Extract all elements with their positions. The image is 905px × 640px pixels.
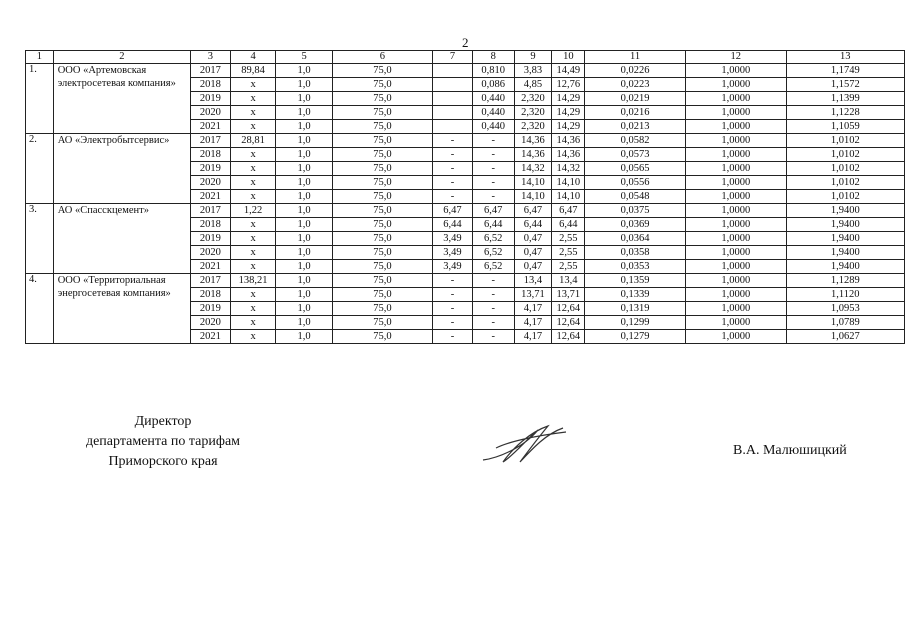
table-row <box>26 134 905 148</box>
table-cell: 2020 <box>191 176 231 190</box>
table-cell: 2020 <box>191 246 231 260</box>
table-cell: 6,47 <box>552 204 585 218</box>
table-cell: 14,29 <box>552 92 585 106</box>
table-cell: 2017 <box>191 64 231 78</box>
table-cell: 1,0 <box>276 106 332 120</box>
table-cell: 1,0000 <box>685 246 786 260</box>
table-cell: 1,0 <box>276 218 332 232</box>
table-cell: 75,0 <box>332 218 432 232</box>
table-cell: - <box>433 316 473 330</box>
table-cell: 75,0 <box>332 260 432 274</box>
table-cell: 1,0 <box>276 92 332 106</box>
table-cell: 1,1399 <box>786 92 904 106</box>
table-cell: - <box>433 302 473 316</box>
table-cell: 0,0358 <box>585 246 686 260</box>
table-cell: 14,36 <box>514 148 552 162</box>
table-cell: 1,0000 <box>685 120 786 134</box>
table-cell: 1,0000 <box>685 330 786 344</box>
table-cell: - <box>472 162 514 176</box>
table-cell: 1,0627 <box>786 330 904 344</box>
table-cell: x <box>230 218 276 232</box>
table-cell: 1,0000 <box>685 316 786 330</box>
table-cell <box>433 92 473 106</box>
table-cell: 1,0000 <box>685 148 786 162</box>
table-cell: 6,44 <box>552 218 585 232</box>
table-cell: - <box>472 190 514 204</box>
table-cell: 6,47 <box>433 204 473 218</box>
table-cell: x <box>230 92 276 106</box>
table-cell: 1,0 <box>276 204 332 218</box>
table-cell: - <box>472 274 514 288</box>
table-cell: 0,440 <box>472 120 514 134</box>
table-cell: 1,0102 <box>786 134 904 148</box>
table-row <box>26 274 905 288</box>
row-number: 4. <box>26 274 54 344</box>
table-cell: 0,0216 <box>585 106 686 120</box>
table-cell: 2017 <box>191 134 231 148</box>
table-cell: 14,36 <box>552 148 585 162</box>
table-cell: 0,1359 <box>585 274 686 288</box>
table-cell: x <box>230 176 276 190</box>
table-cell: 2019 <box>191 302 231 316</box>
table-cell: 1,0000 <box>685 260 786 274</box>
table-cell: x <box>230 288 276 302</box>
table-cell: 1,0 <box>276 330 332 344</box>
row-number: 1. <box>26 64 54 134</box>
signatory-department: департамента по тарифам <box>85 434 241 449</box>
table-cell: 4,17 <box>514 330 552 344</box>
table-cell: 0,0548 <box>585 190 686 204</box>
table-cell: 0,1339 <box>585 288 686 302</box>
table-cell: 1,9400 <box>786 260 904 274</box>
table-cell: 14,49 <box>552 64 585 78</box>
table-cell: 89,84 <box>230 64 276 78</box>
table-cell: 0,440 <box>472 106 514 120</box>
table-cell: 3,49 <box>433 246 473 260</box>
table-cell: - <box>472 316 514 330</box>
column-header: 6 <box>332 51 432 64</box>
table-cell: 12,76 <box>552 78 585 92</box>
table-cell: 1,1572 <box>786 78 904 92</box>
table-cell: 1,0 <box>276 302 332 316</box>
table-cell: - <box>472 288 514 302</box>
table-cell: 12,64 <box>552 330 585 344</box>
table-cell: 1,0102 <box>786 162 904 176</box>
table-cell: 0,0364 <box>585 232 686 246</box>
table-cell: 2020 <box>191 106 231 120</box>
table-cell: 1,22 <box>230 204 276 218</box>
table-cell: 1,0 <box>276 288 332 302</box>
table-cell: 2017 <box>191 274 231 288</box>
table-cell: 1,0 <box>276 260 332 274</box>
table-cell <box>433 120 473 134</box>
table-cell: 0,47 <box>514 246 552 260</box>
table-cell: x <box>230 330 276 344</box>
table-cell: 0,810 <box>472 64 514 78</box>
column-header: 8 <box>472 51 514 64</box>
organization-name: АО «Спасскцемент» <box>53 204 190 274</box>
table-cell: 75,0 <box>332 330 432 344</box>
table-cell: 0,0375 <box>585 204 686 218</box>
table-cell: 1,9400 <box>786 246 904 260</box>
table-cell: 14,10 <box>514 176 552 190</box>
table-cell: 0,0226 <box>585 64 686 78</box>
table-row <box>26 204 905 218</box>
table-cell: 2,55 <box>552 260 585 274</box>
table-cell: 75,0 <box>332 134 432 148</box>
table-cell: - <box>433 162 473 176</box>
table-cell: 1,0000 <box>685 78 786 92</box>
table-cell: 75,0 <box>332 246 432 260</box>
table-cell: 1,0 <box>276 274 332 288</box>
row-number: 3. <box>26 204 54 274</box>
table-cell: 13,4 <box>514 274 552 288</box>
column-header: 5 <box>276 51 332 64</box>
table-cell <box>433 78 473 92</box>
table-cell: - <box>433 330 473 344</box>
table-cell: 1,0 <box>276 232 332 246</box>
table-cell: - <box>472 148 514 162</box>
table-cell: 2,55 <box>552 246 585 260</box>
table-cell: 14,10 <box>552 190 585 204</box>
table-cell: 2021 <box>191 120 231 134</box>
table-cell <box>433 106 473 120</box>
table-cell: 6,44 <box>472 218 514 232</box>
table-cell: 0,0582 <box>585 134 686 148</box>
table-cell: 1,0000 <box>685 288 786 302</box>
table-cell: 13,4 <box>552 274 585 288</box>
column-header: 4 <box>230 51 276 64</box>
table-cell: 0,0369 <box>585 218 686 232</box>
table-cell: 1,0789 <box>786 316 904 330</box>
table-cell: 1,0000 <box>685 190 786 204</box>
table-cell: 75,0 <box>332 148 432 162</box>
table-cell: - <box>433 134 473 148</box>
table-cell: 14,29 <box>552 120 585 134</box>
table-cell: 75,0 <box>332 288 432 302</box>
table-cell: x <box>230 106 276 120</box>
column-header: 12 <box>685 51 786 64</box>
table-cell: 6,44 <box>514 218 552 232</box>
table-cell: 1,0000 <box>685 92 786 106</box>
table-cell: 1,0 <box>276 246 332 260</box>
table-cell: 14,29 <box>552 106 585 120</box>
table-cell: 6,52 <box>472 246 514 260</box>
table-cell: - <box>433 190 473 204</box>
table-cell: 1,0000 <box>685 176 786 190</box>
table-cell: x <box>230 190 276 204</box>
table-cell: 2019 <box>191 92 231 106</box>
table-cell: 14,36 <box>514 134 552 148</box>
column-header: 3 <box>191 51 231 64</box>
table-cell: 75,0 <box>332 78 432 92</box>
table-cell: 75,0 <box>332 232 432 246</box>
table-cell: 3,49 <box>433 260 473 274</box>
table-cell: 28,81 <box>230 134 276 148</box>
table-cell: 0,1319 <box>585 302 686 316</box>
table-cell: 1,0 <box>276 120 332 134</box>
table-cell: 1,9400 <box>786 204 904 218</box>
table-cell: 75,0 <box>332 204 432 218</box>
table-cell: 13,71 <box>514 288 552 302</box>
table-cell: 2018 <box>191 78 231 92</box>
table-cell: 14,10 <box>552 176 585 190</box>
table-cell: 75,0 <box>332 302 432 316</box>
table-cell: 75,0 <box>332 120 432 134</box>
table-cell: - <box>472 176 514 190</box>
table-cell: 14,36 <box>552 134 585 148</box>
table-cell: 0,086 <box>472 78 514 92</box>
table-cell: 1,0000 <box>685 218 786 232</box>
table-cell: 1,1120 <box>786 288 904 302</box>
table-cell: 0,0223 <box>585 78 686 92</box>
row-number: 2. <box>26 134 54 204</box>
table-cell: x <box>230 246 276 260</box>
table-cell: 0,0353 <box>585 260 686 274</box>
handwritten-signature <box>478 418 573 468</box>
table-cell: 1,0102 <box>786 190 904 204</box>
signatory-region: Приморского края <box>108 454 218 469</box>
table-cell: 12,64 <box>552 302 585 316</box>
table-cell: 1,9400 <box>786 232 904 246</box>
table-cell: 75,0 <box>332 162 432 176</box>
table-cell: 75,0 <box>332 274 432 288</box>
table-cell: - <box>472 330 514 344</box>
table-cell: 1,0000 <box>685 232 786 246</box>
organization-name: ООО «Территориальная энергосетевая компания» <box>53 274 190 344</box>
table-cell: 1,0000 <box>685 274 786 288</box>
table-cell: 4,17 <box>514 316 552 330</box>
table-cell: 1,0000 <box>685 64 786 78</box>
table-cell: x <box>230 316 276 330</box>
table-cell: - <box>433 148 473 162</box>
table-cell: 0,47 <box>514 232 552 246</box>
tariff-table <box>25 50 905 344</box>
table-cell: 6,52 <box>472 260 514 274</box>
table-row <box>26 64 905 78</box>
table-cell: 1,0000 <box>685 204 786 218</box>
table-cell: x <box>230 78 276 92</box>
table-cell: 1,0000 <box>685 162 786 176</box>
organization-name: ООО «Артемовская электросетевая компания» <box>53 64 190 134</box>
table-cell: 2021 <box>191 330 231 344</box>
table-cell: 14,32 <box>552 162 585 176</box>
table-cell: 75,0 <box>332 176 432 190</box>
table-cell: 1,0 <box>276 78 332 92</box>
table-cell: 14,32 <box>514 162 552 176</box>
table-cell: 0,1299 <box>585 316 686 330</box>
table-cell: 1,0 <box>276 190 332 204</box>
table-cell: - <box>433 176 473 190</box>
table-cell: 1,0953 <box>786 302 904 316</box>
table-cell: 2,320 <box>514 120 552 134</box>
table-cell: 1,0000 <box>685 134 786 148</box>
table-cell: 2018 <box>191 218 231 232</box>
table-cell: 2020 <box>191 316 231 330</box>
table-cell: 2021 <box>191 190 231 204</box>
table-cell: 1,0000 <box>685 302 786 316</box>
table-cell: - <box>433 288 473 302</box>
table-cell: 2,55 <box>552 232 585 246</box>
column-header: 13 <box>786 51 904 64</box>
table-cell: x <box>230 260 276 274</box>
table-cell: 1,0 <box>276 316 332 330</box>
table-cell: 4,17 <box>514 302 552 316</box>
table-cell: 6,52 <box>472 232 514 246</box>
table-cell: 1,0 <box>276 148 332 162</box>
table-cell: x <box>230 162 276 176</box>
table-cell: 6,44 <box>433 218 473 232</box>
table-cell: 2,320 <box>514 106 552 120</box>
table-cell: 75,0 <box>332 64 432 78</box>
table-cell: 1,9400 <box>786 218 904 232</box>
table-cell: 6,47 <box>472 204 514 218</box>
table-cell: 1,1228 <box>786 106 904 120</box>
table-cell: 1,1289 <box>786 274 904 288</box>
table-cell: 1,0000 <box>685 106 786 120</box>
table-cell: 2018 <box>191 148 231 162</box>
table-cell: 0,0565 <box>585 162 686 176</box>
table-cell: 75,0 <box>332 106 432 120</box>
table-cell: 1,0102 <box>786 148 904 162</box>
column-header: 9 <box>514 51 552 64</box>
column-header: 2 <box>53 51 190 64</box>
table-cell: 0,1279 <box>585 330 686 344</box>
signatory-name: В.А. Малюшицкий <box>733 443 847 458</box>
table-cell: 3,83 <box>514 64 552 78</box>
table-cell: x <box>230 148 276 162</box>
table-cell: 75,0 <box>332 316 432 330</box>
column-header: 11 <box>585 51 686 64</box>
table-cell: 0,440 <box>472 92 514 106</box>
page-number: 2 <box>462 35 469 50</box>
table-cell: 1,0 <box>276 162 332 176</box>
table-cell: 12,64 <box>552 316 585 330</box>
table-cell: 1,0 <box>276 176 332 190</box>
table-cell: 3,49 <box>433 232 473 246</box>
table-header-row <box>26 51 905 64</box>
table-cell: 1,0 <box>276 64 332 78</box>
table-cell <box>433 64 473 78</box>
table-cell: - <box>472 302 514 316</box>
table-cell: 0,0573 <box>585 148 686 162</box>
tariff-table-wrapper <box>25 50 905 344</box>
column-header: 1 <box>26 51 54 64</box>
table-cell: x <box>230 232 276 246</box>
signatory-title: Директор <box>134 414 192 429</box>
table-cell: - <box>433 274 473 288</box>
table-cell: 2021 <box>191 260 231 274</box>
table-cell: 4,85 <box>514 78 552 92</box>
table-cell: 138,21 <box>230 274 276 288</box>
table-cell: 2,320 <box>514 92 552 106</box>
table-cell: - <box>472 134 514 148</box>
table-cell: 6,47 <box>514 204 552 218</box>
column-header: 7 <box>433 51 473 64</box>
table-cell: 0,47 <box>514 260 552 274</box>
table-cell: 75,0 <box>332 190 432 204</box>
organization-name: АО «Электробытсервис» <box>53 134 190 204</box>
table-cell: 75,0 <box>332 92 432 106</box>
table-cell: 0,0213 <box>585 120 686 134</box>
signatory-position <box>78 412 248 472</box>
table-cell: 1,1059 <box>786 120 904 134</box>
table-cell: 2018 <box>191 288 231 302</box>
table-cell: 2019 <box>191 232 231 246</box>
table-cell: x <box>230 302 276 316</box>
table-cell: 2017 <box>191 204 231 218</box>
column-header: 10 <box>552 51 585 64</box>
table-cell: 1,1749 <box>786 64 904 78</box>
table-cell: x <box>230 120 276 134</box>
table-cell: 0,0219 <box>585 92 686 106</box>
table-cell: 0,0556 <box>585 176 686 190</box>
table-cell: 1,0 <box>276 134 332 148</box>
table-cell: 14,10 <box>514 190 552 204</box>
table-cell: 2019 <box>191 162 231 176</box>
table-cell: 13,71 <box>552 288 585 302</box>
table-cell: 1,0102 <box>786 176 904 190</box>
